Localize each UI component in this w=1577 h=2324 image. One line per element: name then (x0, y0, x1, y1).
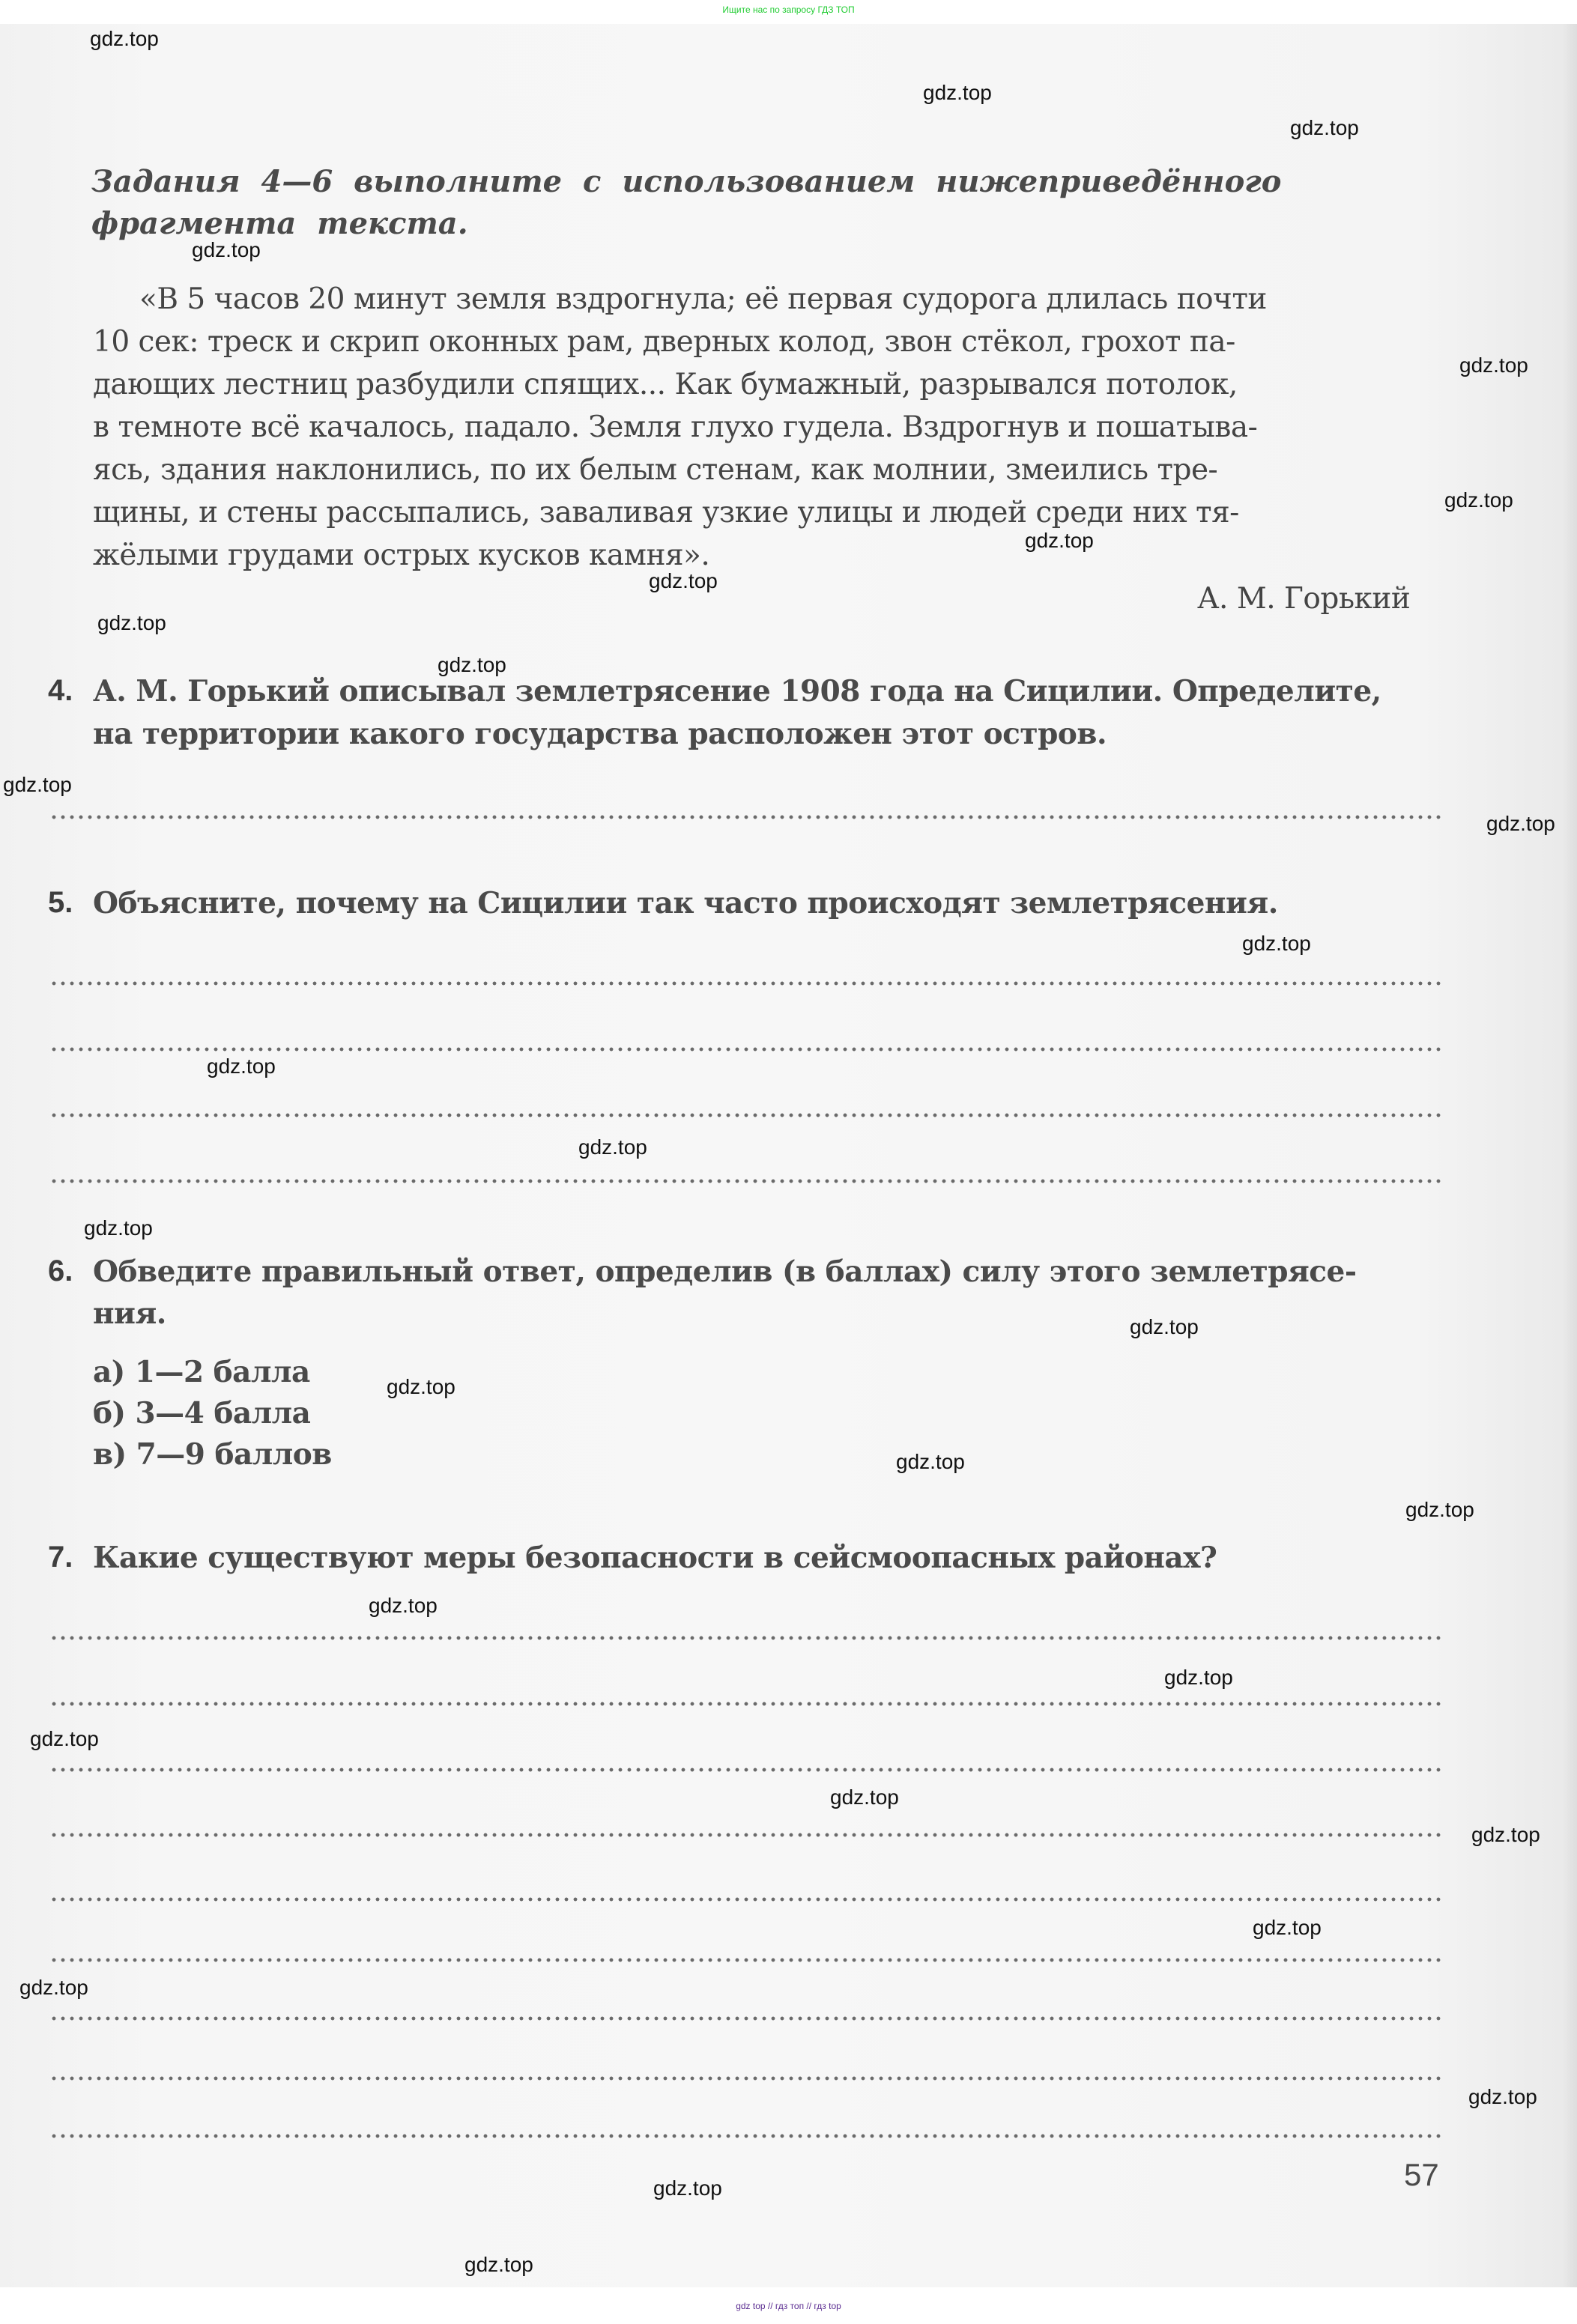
watermark-text: gdz.top (1290, 116, 1359, 139)
watermark-text: gdz.top (923, 81, 992, 104)
question-number: 7. (48, 1541, 73, 1574)
watermark-text: gdz.top (578, 1135, 647, 1159)
footer-banner (0, 2287, 1577, 2324)
watermark-text: gdz.top (1242, 932, 1311, 955)
question-text: Объясните, почему на Сицилии так часто происходят землетрясения. (93, 886, 1278, 920)
question-number: 6. (48, 1254, 73, 1287)
answer-line[interactable] (49, 1179, 1443, 1183)
watermark-text: gdz.top (1459, 354, 1528, 377)
quote-line: в темноте всё качалось, падало. Земля глухо гудела. Вздрогнув и пошатыва- (93, 410, 1258, 444)
option-text: 1—2 балла (134, 1355, 310, 1389)
watermark-text: gdz.top (464, 2253, 533, 2276)
question-number: 5. (48, 886, 73, 919)
question-number: 4. (48, 674, 73, 707)
answer-line[interactable] (49, 1768, 1443, 1772)
watermark-text: gdz.top (896, 1450, 965, 1473)
watermark-text: gdz.top (1164, 1666, 1233, 1689)
watermark-text: gdz.top (1253, 1916, 1322, 1939)
question-text: А. М. Горький описывал землетрясение 1908 года на Сицилии. Определите, (93, 674, 1381, 709)
watermark-text: gdz.top (192, 238, 261, 261)
watermark-text: gdz.top (90, 27, 159, 50)
watermark-text: gdz.top (1468, 2085, 1537, 2108)
quote-author: А. М. Горький (1197, 582, 1411, 616)
watermark-text: gdz.top (97, 611, 166, 634)
quote-line: 10 сек: треск и скрип оконных рам, дверных колод, звон стёкол, грохот па- (93, 325, 1235, 359)
watermark-text: gdz.top (649, 569, 718, 592)
page-edge-shadow (1562, 24, 1577, 2287)
watermark-text: gdz.top (1405, 1498, 1474, 1521)
watermark-text: gdz.top (1486, 812, 1555, 835)
answer-option-a[interactable] (93, 1351, 310, 1394)
question-text: ния. (93, 1296, 166, 1331)
watermark-text: gdz.top (30, 1727, 99, 1750)
instructions-line-2: фрагмента текста. (91, 206, 468, 241)
watermark-text: gdz.top (1025, 529, 1094, 552)
quote-line: жёлыми грудами острых кусков камня». (93, 538, 710, 572)
answer-line[interactable] (49, 981, 1443, 986)
top-banner-text: Ищите нас по запросу ГДЗ ТОП (722, 4, 855, 15)
answer-line[interactable] (49, 1897, 1443, 1902)
watermark-text: gdz.top (369, 1594, 438, 1617)
quote-line: «В 5 часов 20 минут земля вздрогнула; её первая судорога длилась почти (139, 282, 1267, 316)
watermark-text: gdz.top (1444, 488, 1513, 512)
answer-line[interactable] (49, 2016, 1443, 2021)
top-banner (0, 0, 1577, 24)
watermark-text: gdz.top (3, 773, 72, 796)
answer-line[interactable] (49, 1047, 1443, 1052)
question-text: на территории какого государства расположен этот остров. (93, 717, 1107, 751)
watermark-text: gdz.top (830, 1786, 899, 1809)
answer-line[interactable] (49, 2134, 1443, 2138)
answer-option-c[interactable] (93, 1433, 332, 1476)
watermark-text: gdz.top (1471, 1823, 1540, 1846)
watermark-text: gdz.top (438, 653, 506, 676)
answer-line[interactable] (49, 1113, 1443, 1117)
option-text: 7—9 баллов (136, 1437, 332, 1472)
watermark-text: gdz.top (84, 1216, 153, 1240)
page-number: 57 (1404, 2157, 1439, 2192)
watermark-text: gdz.top (1130, 1315, 1199, 1338)
watermark-text: gdz.top (19, 1976, 88, 1999)
quote-line: ясь, здания наклонились, по их белым стенам, как молнии, змеились тре- (93, 453, 1218, 487)
answer-line[interactable] (49, 2076, 1443, 2081)
quote-line: щины, и стены рассыпались, заваливая узкие улицы и людей среди них тя- (93, 496, 1239, 530)
answer-option-b[interactable] (93, 1392, 310, 1435)
watermark-text: gdz.top (653, 2176, 722, 2200)
footer-banner-text: gdz top // гдз топ // гдз top (736, 2301, 841, 2311)
watermark-text: gdz.top (207, 1055, 276, 1078)
answer-line[interactable] (49, 815, 1443, 819)
question-text: Какие существуют меры безопасности в сейсмоопасных районах? (93, 1541, 1217, 1575)
option-label: в) (93, 1437, 127, 1472)
answer-line[interactable] (49, 1636, 1443, 1640)
option-text: 3—4 балла (135, 1396, 311, 1430)
watermark-text: gdz.top (387, 1375, 455, 1398)
option-label: а) (93, 1355, 125, 1389)
answer-line[interactable] (49, 1702, 1443, 1706)
quote-line: дающих лестниц разбудили спящих... Как бумажный, разрывался потолок, (93, 368, 1238, 401)
answer-line[interactable] (49, 1833, 1443, 1837)
instructions-line-1: Задания 4—6 выполните с использованием нижеприведённого (91, 164, 1282, 199)
option-label: б) (93, 1396, 126, 1430)
question-text: Обведите правильный ответ, определив (в баллах) силу этого землетрясе- (93, 1254, 1357, 1289)
answer-line[interactable] (49, 1958, 1443, 1962)
